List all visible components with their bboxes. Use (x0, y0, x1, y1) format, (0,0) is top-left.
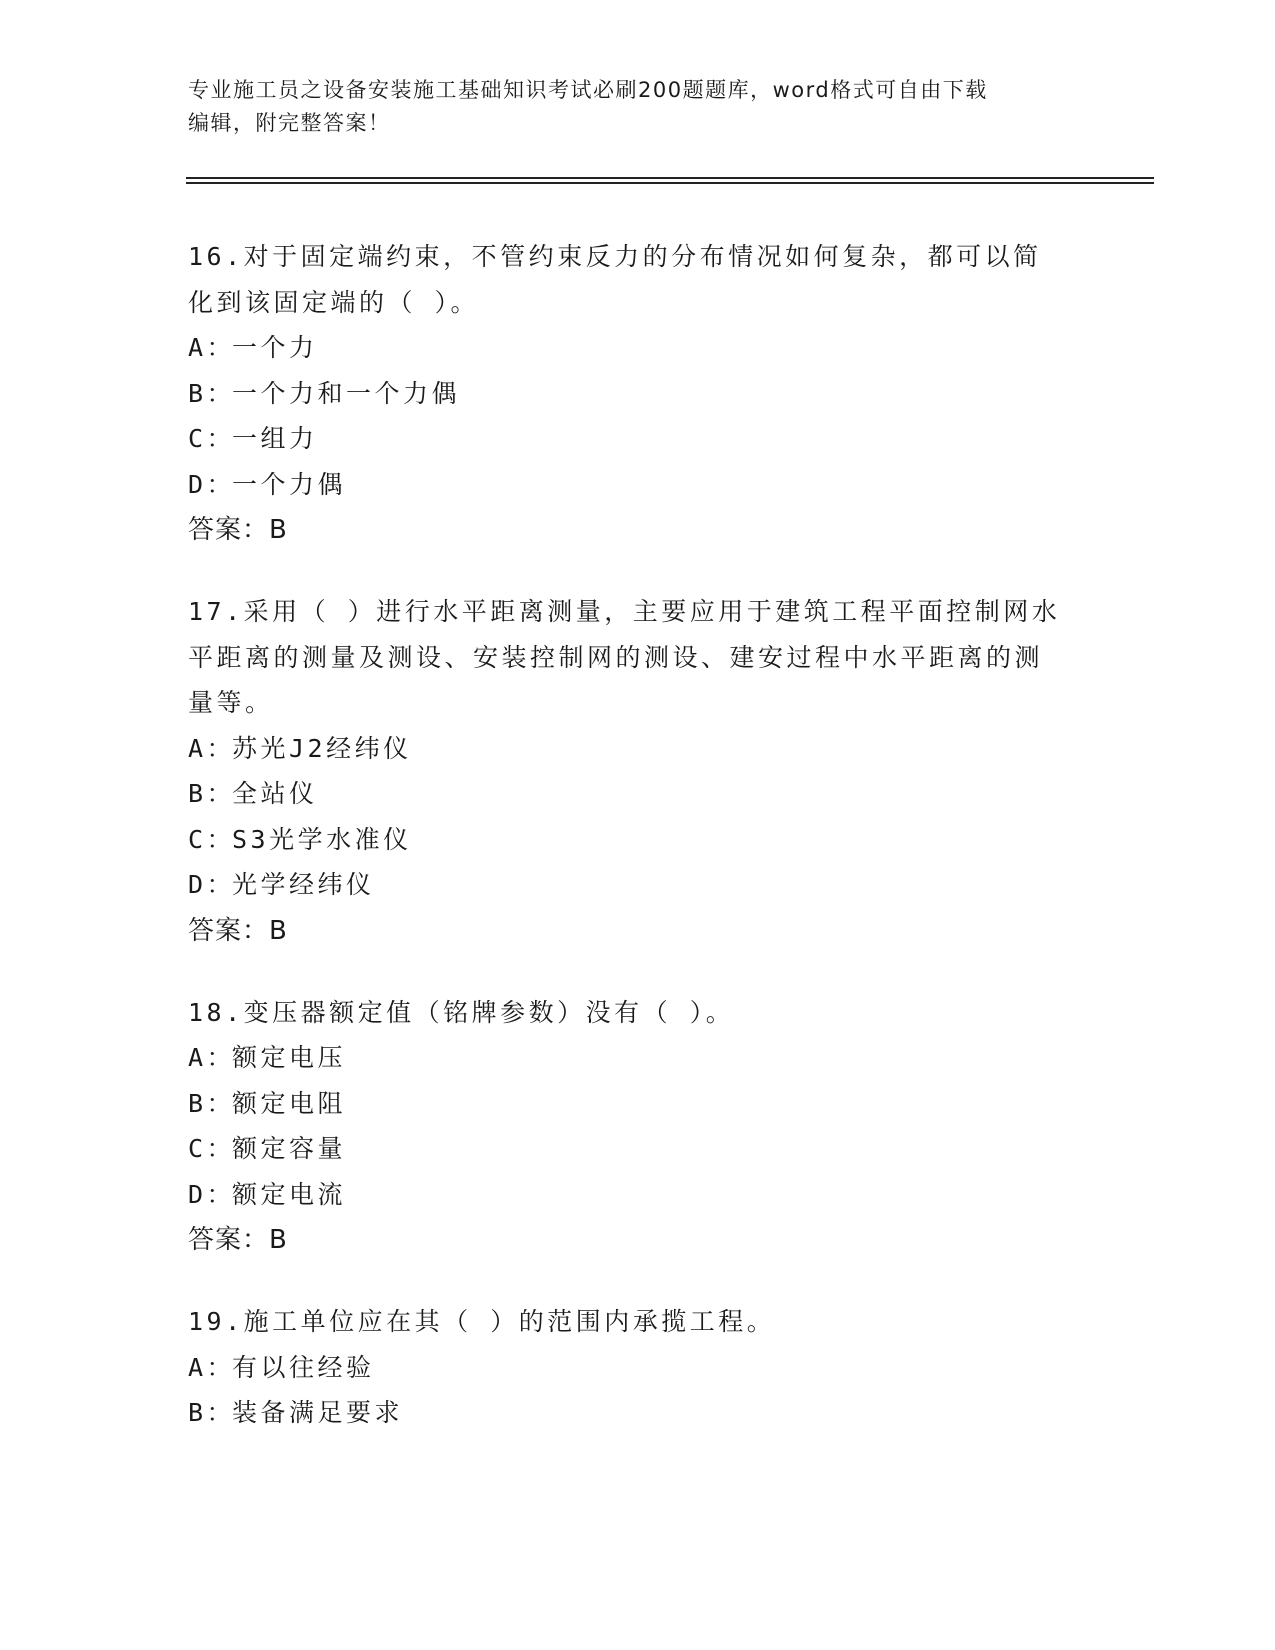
option-text: 装备满足要求 (232, 1398, 404, 1427)
option-text: 苏光J2经纬仪 (232, 733, 412, 763)
question-19 (188, 1299, 1068, 1436)
option-b (188, 371, 1068, 417)
option-key: A： (188, 733, 236, 763)
question-list (188, 234, 1068, 1472)
header-title-line-2: 编辑，附完整答案！ (188, 111, 391, 135)
option-text: 额定容量 (232, 1134, 347, 1163)
option-key: C： (188, 424, 236, 453)
option-a (188, 325, 1068, 371)
question-body: 采用（ ）进行水平距离测量，主要应用于建筑工程平面控制网水平距离的测量及测设、安装控制网的测设、建安过程中水平距离的测量等。 (188, 597, 1061, 717)
question-text (188, 589, 1068, 726)
option-key: A： (188, 333, 236, 362)
option-key: D： (188, 469, 236, 499)
option-text: S3光学水准仪 (232, 824, 412, 854)
option-text: 额定电压 (232, 1043, 347, 1072)
question-number: 17. (188, 597, 244, 626)
option-key: D： (188, 1179, 236, 1209)
question-body: 对于固定端约束，不管约束反力的分布情况如何复杂，都可以简化到该固定端的（ ）。 (188, 242, 1042, 317)
option-d (188, 462, 1068, 508)
answer-value: B (269, 1225, 288, 1255)
answer-line (188, 507, 1068, 553)
option-c (188, 817, 1068, 863)
option-key: B： (188, 378, 236, 408)
option-b (188, 1390, 1068, 1436)
option-key: C： (188, 824, 236, 854)
header-divider-bottom (186, 182, 1154, 184)
option-key: B： (188, 1088, 236, 1118)
question-number: 16. (188, 242, 244, 271)
option-text: 一个力 (232, 333, 318, 362)
question-text (188, 1299, 1068, 1345)
question-number: 19. (188, 1307, 244, 1336)
header-title-line-1: 专业施工员之设备安装施工基础知识考试必刷200题题库，word格式可自由下载 (188, 78, 988, 102)
option-a (188, 1345, 1068, 1391)
question-text (188, 234, 1068, 325)
option-b (188, 771, 1068, 817)
option-text: 一组力 (232, 424, 318, 453)
option-a (188, 1035, 1068, 1081)
option-text: 全站仪 (232, 779, 318, 808)
option-text: 额定电流 (232, 1179, 347, 1209)
option-key: B： (188, 779, 236, 808)
answer-value: B (269, 515, 288, 545)
option-b (188, 1081, 1068, 1127)
question-text (188, 990, 1068, 1036)
question-17 (188, 589, 1068, 954)
question-number: 18. (188, 997, 244, 1027)
answer-label: 答案： (188, 1225, 270, 1255)
option-a (188, 726, 1068, 772)
question-body: 变压器额定值（铭牌参数）没有（ ）。 (243, 997, 735, 1027)
option-text: 光学经纬仪 (232, 870, 375, 899)
option-c (188, 1126, 1068, 1172)
option-key: C： (188, 1134, 236, 1163)
option-key: A： (188, 1043, 236, 1072)
answer-line (188, 1217, 1068, 1263)
option-key: D： (188, 870, 236, 899)
option-d (188, 1172, 1068, 1218)
question-body: 施工单位应在其（ ）的范围内承揽工程。 (243, 1307, 776, 1336)
answer-line (188, 908, 1068, 954)
option-key: B： (188, 1398, 236, 1427)
answer-value: B (269, 915, 288, 946)
option-text: 有以往经验 (232, 1352, 375, 1382)
option-key: A： (188, 1352, 236, 1382)
document-header (188, 74, 1088, 140)
answer-label: 答案： (188, 915, 270, 946)
option-text: 一个力偶 (232, 469, 347, 499)
option-text: 额定电阻 (232, 1088, 347, 1118)
option-c (188, 416, 1068, 462)
question-16 (188, 234, 1068, 553)
question-18 (188, 990, 1068, 1264)
header-divider-top (186, 177, 1154, 179)
answer-label: 答案： (188, 515, 270, 545)
option-text: 一个力和一个力偶 (232, 378, 461, 408)
option-d (188, 862, 1068, 908)
